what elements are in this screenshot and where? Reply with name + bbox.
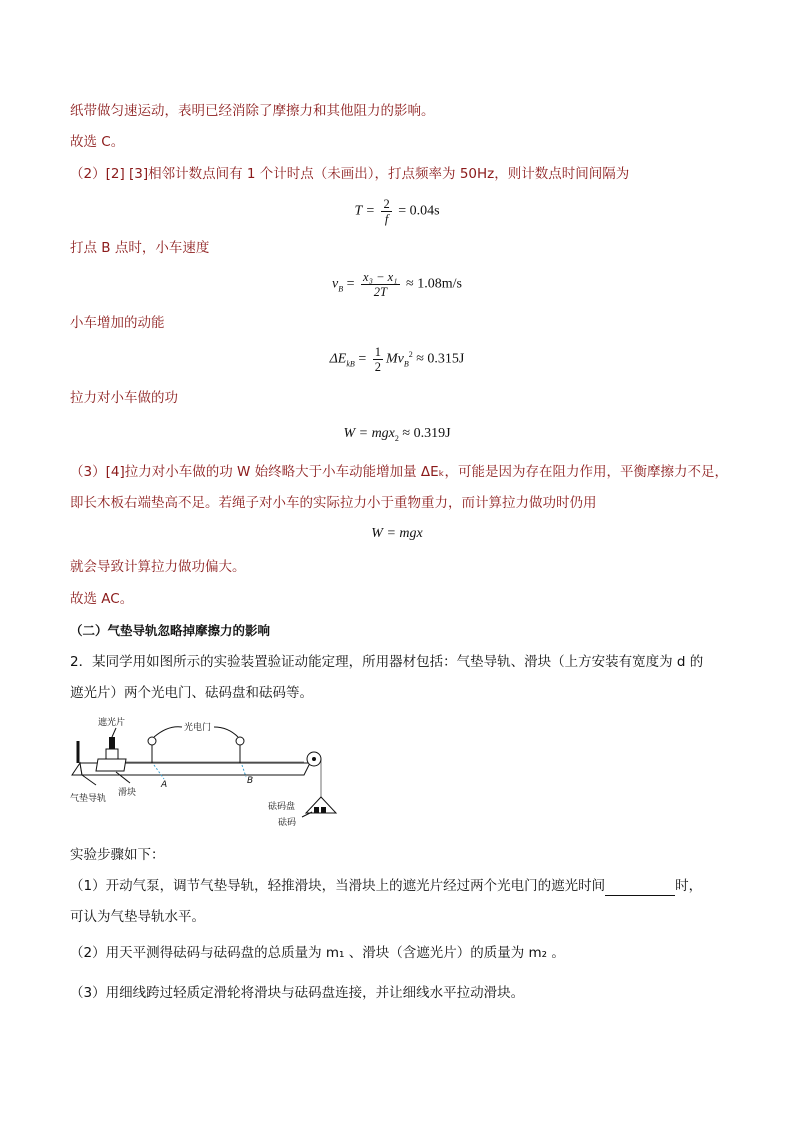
eq3-den: 2 <box>374 360 381 374</box>
eq4-rhs: ≈ 0.319J <box>402 426 451 441</box>
question-2-line-1: 2．某同学用如图所示的实验装置验证动能定理，所用器材包括：气垫导轨、滑块（上方安装有宽度为 d 的 <box>70 654 704 670</box>
equation-period <box>0 197 794 226</box>
eq2-den: 2T <box>373 285 387 299</box>
eq2-rhs: ≈ 1.08m/s <box>406 276 462 292</box>
solution-text-2: （2）[2] [3]相邻计数点间有 1 个计时点（未画出），打点频率为 50Hz，则计数点时间间隔为 <box>70 166 630 182</box>
step-1-text-b: 时， <box>675 878 703 894</box>
solution-answer-2: 故选 AC。 <box>70 591 134 607</box>
equation-velocity <box>0 270 794 300</box>
photogate-a <box>148 737 156 745</box>
equation-work <box>0 424 794 449</box>
eq3-fraction <box>373 345 383 374</box>
solution-text-4: 小车增加的动能 <box>70 315 165 331</box>
eq3-num: 1 <box>374 345 381 359</box>
step-1-line-1 <box>70 876 744 896</box>
section-heading: （二）气垫导轨忽略掉摩擦力的影响 <box>70 623 271 638</box>
label-photogate: 光电门 <box>184 723 212 733</box>
eq3-eq: = <box>358 351 367 367</box>
solution-text-5: 拉力对小车做的功 <box>70 390 178 406</box>
equation-work-2 <box>0 524 794 544</box>
step-1-text-a: （1）开动气泵，调节气垫导轨，轻推滑块，当滑块上的遮光片经过两个光电门的遮光时间 <box>70 878 606 894</box>
eq3-lhs-sub: kB <box>346 359 355 369</box>
eq1-fraction <box>381 197 391 226</box>
weight-2 <box>321 807 326 813</box>
solution-text-1: 纸带做匀速运动，表明已经消除了摩擦力和其他阻力的影响。 <box>70 103 435 119</box>
gate-label-leader-b <box>214 727 238 737</box>
step-2: （2）用天平测得砝码与砝码盘的总质量为 m₁ 、滑块（含遮光片）的质量为 m₂ 。 <box>70 945 565 961</box>
eq2-eq: = <box>346 276 355 292</box>
eq3-mid-sub: B <box>403 359 409 369</box>
gate-label-leader-a <box>154 727 182 737</box>
eq4-text: W = mgx <box>343 426 395 441</box>
pulley-axle <box>312 757 316 761</box>
solution-text-8: 就会导致计算拉力做功偏大。 <box>70 559 246 575</box>
step-3: （3）用细线跨过轻质定滑轮将滑块与砝码盘连接，并让细线水平拉动滑块。 <box>70 985 525 1001</box>
label-air-track: 气垫导轨 <box>70 794 107 804</box>
eq4-sub: 2 <box>394 433 399 443</box>
experiment-diagram <box>68 713 338 831</box>
shading-plate <box>109 737 115 749</box>
label-weight-pan: 砝码盘 <box>268 802 296 812</box>
eq1-den: f <box>384 212 389 226</box>
weight-1 <box>314 807 319 813</box>
eq5-text: W = mgx <box>371 526 423 541</box>
eq1-num: 2 <box>383 197 390 211</box>
eq2-v: v <box>332 276 339 292</box>
eq3-rhs: ≈ 0.315J <box>416 351 465 367</box>
photogate-b <box>236 737 244 745</box>
eq2-num: x₃ − x₁ <box>363 270 398 284</box>
shading-plate-mount <box>106 749 118 759</box>
answer-blank[interactable] <box>605 881 675 896</box>
steps-title: 实验步骤如下： <box>70 847 165 863</box>
eq2-fraction <box>361 270 399 299</box>
step-1-line-2: 可认为气垫导轨水平。 <box>70 909 205 925</box>
solution-text-7: 即长木板右端垫高不足。若绳子对小车的实际拉力小于重物重力，而计算拉力做功时仍用 <box>70 495 597 511</box>
eq2-v-sub: B <box>338 284 344 294</box>
eq3-lhs: ΔE <box>329 351 347 367</box>
eq3-mid-sup: 2 <box>408 350 413 360</box>
eq3-mid: Mv <box>385 351 404 367</box>
solution-text-3: 打点 B 点时，小车速度 <box>70 240 210 256</box>
label-a: A <box>161 780 168 790</box>
track-leg <box>82 775 96 785</box>
label-weight: 砝码 <box>278 818 297 828</box>
label-shading-plate: 遮光片 <box>98 718 126 728</box>
label-b: B <box>247 776 254 786</box>
eq1-lhs: T = <box>354 203 375 219</box>
shade-label-leader <box>112 728 116 737</box>
label-slider: 滑块 <box>118 788 137 798</box>
slider <box>96 759 126 771</box>
question-2-line-2: 遮光片）两个光电门、砝码盘和砝码等。 <box>70 685 313 701</box>
equation-kinetic-energy <box>0 345 794 375</box>
solution-answer-1: 故选 C。 <box>70 134 125 150</box>
eq1-rhs: = 0.04s <box>398 203 440 219</box>
solution-text-6: （3）[4]拉力对小车做的功 W 始终略大于小车动能增加量 ΔEₖ，可能是因为存在阻力作用，平衡摩擦力不足， <box>70 464 728 480</box>
